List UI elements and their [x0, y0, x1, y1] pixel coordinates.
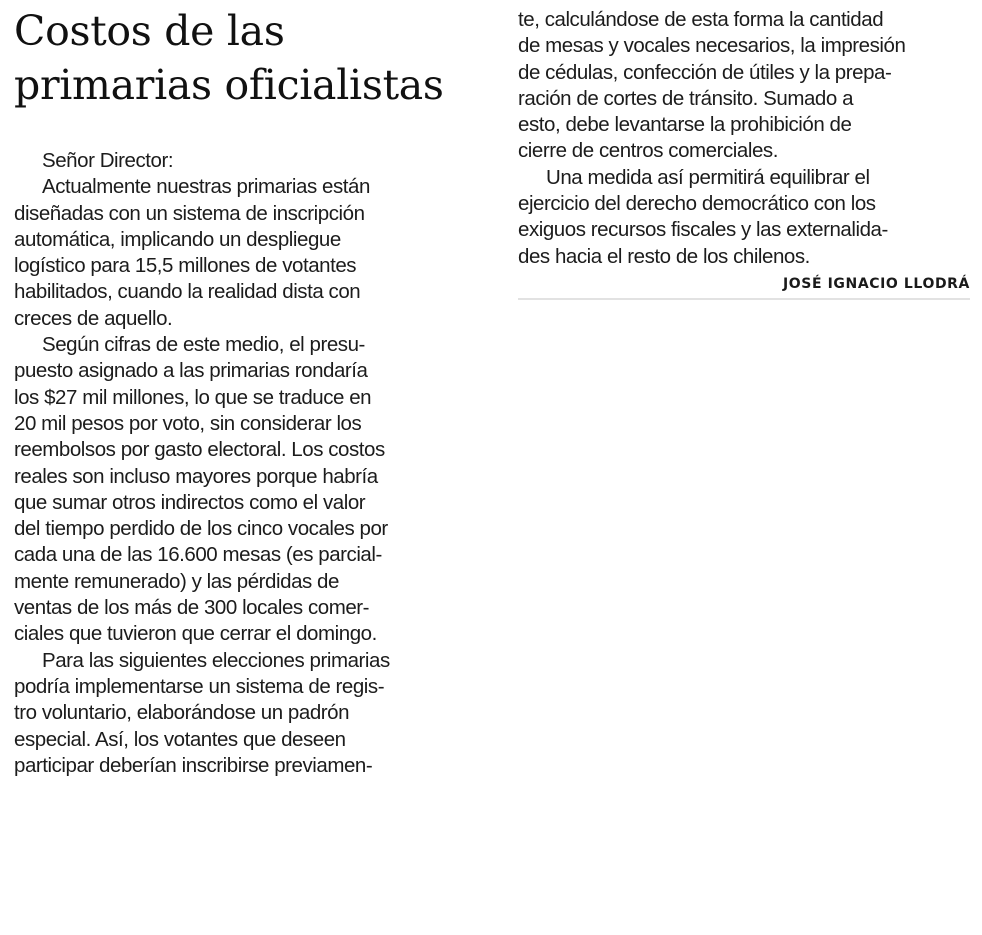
- text-line: puesto asignado a las primarias rondaría: [14, 359, 368, 383]
- text-line: especial. Así, los votantes que deseen: [14, 727, 346, 751]
- text-line: mente remunerado) y las pérdidas de: [14, 569, 339, 593]
- text-line: creces de aquello.: [14, 306, 173, 330]
- text-line: esto, debe levantarse la prohibición de: [518, 113, 852, 137]
- text-line: des hacia el resto de los chilenos.: [518, 244, 810, 268]
- headline-line: Costos de las: [14, 7, 285, 55]
- text-line: Para las siguientes elecciones primarias: [42, 648, 390, 672]
- headline-line: primarias oficialistas: [14, 61, 444, 109]
- text-line: de mesas y vocales necesarios, la impresión: [518, 34, 906, 58]
- text-line: Según cifras de este medio, el presu-: [42, 333, 365, 357]
- text-line: exiguos recursos fiscales y las externalida-: [518, 218, 888, 242]
- text-line: del tiempo perdido de los cinco vocales por: [14, 517, 388, 541]
- text-line: Una medida así permitirá equilibrar el: [546, 165, 870, 189]
- text-line: reales son incluso mayores porque habría: [14, 464, 378, 488]
- text-line: ciales que tuvieron que cerrar el domingo.: [14, 622, 377, 646]
- paragraph-3: [14, 648, 470, 779]
- text-line: participar deberían inscribirse previamen-: [14, 753, 373, 777]
- text-line: te, calculándose de esta forma la cantidad: [518, 8, 884, 31]
- text-line: ración de cortes de tránsito. Sumado a: [518, 86, 854, 110]
- author-signature: JOSÉ IGNACIO LLODRÁ: [518, 272, 970, 300]
- salutation-text: Señor Director:: [42, 149, 174, 172]
- paragraph-3-continued: [518, 7, 970, 165]
- paragraph-4: [518, 165, 970, 270]
- text-line: habilitados, cuando la realidad dista con: [14, 280, 361, 304]
- text-line: que sumar otros indirectos como el valor: [14, 490, 366, 514]
- text-line: ventas de los más de 300 locales comer-: [14, 596, 370, 620]
- text-line: 20 mil pesos por voto, sin considerar los: [14, 411, 362, 435]
- text-line: logístico para 15,5 millones de votantes: [14, 254, 357, 278]
- text-line: tro voluntario, elaborándose un padrón: [14, 701, 350, 725]
- left-column: [14, 148, 470, 779]
- salutation: [14, 148, 470, 174]
- text-line: los $27 mil millones, lo que se traduce en: [14, 385, 372, 409]
- text-line: cada una de las 16.600 mesas (es parcial-: [14, 543, 382, 567]
- text-line: ejercicio del derecho democrático con los: [518, 192, 876, 216]
- text-line: reembolsos por gasto electoral. Los costos: [14, 438, 385, 462]
- text-line: Actualmente nuestras primarias están: [42, 175, 370, 199]
- headline: [14, 4, 484, 112]
- text-line: podría implementarse un sistema de regis-: [14, 674, 385, 698]
- text-line: automática, implicando un despliegue: [14, 227, 341, 251]
- text-line: cierre de centros comerciales.: [518, 139, 778, 163]
- text-line: diseñadas con un sistema de inscripción: [14, 201, 365, 225]
- paragraph-1: [14, 174, 470, 332]
- right-column: [518, 7, 970, 300]
- text-line: de cédulas, confección de útiles y la prepa-: [518, 60, 892, 84]
- paragraph-2: [14, 332, 470, 648]
